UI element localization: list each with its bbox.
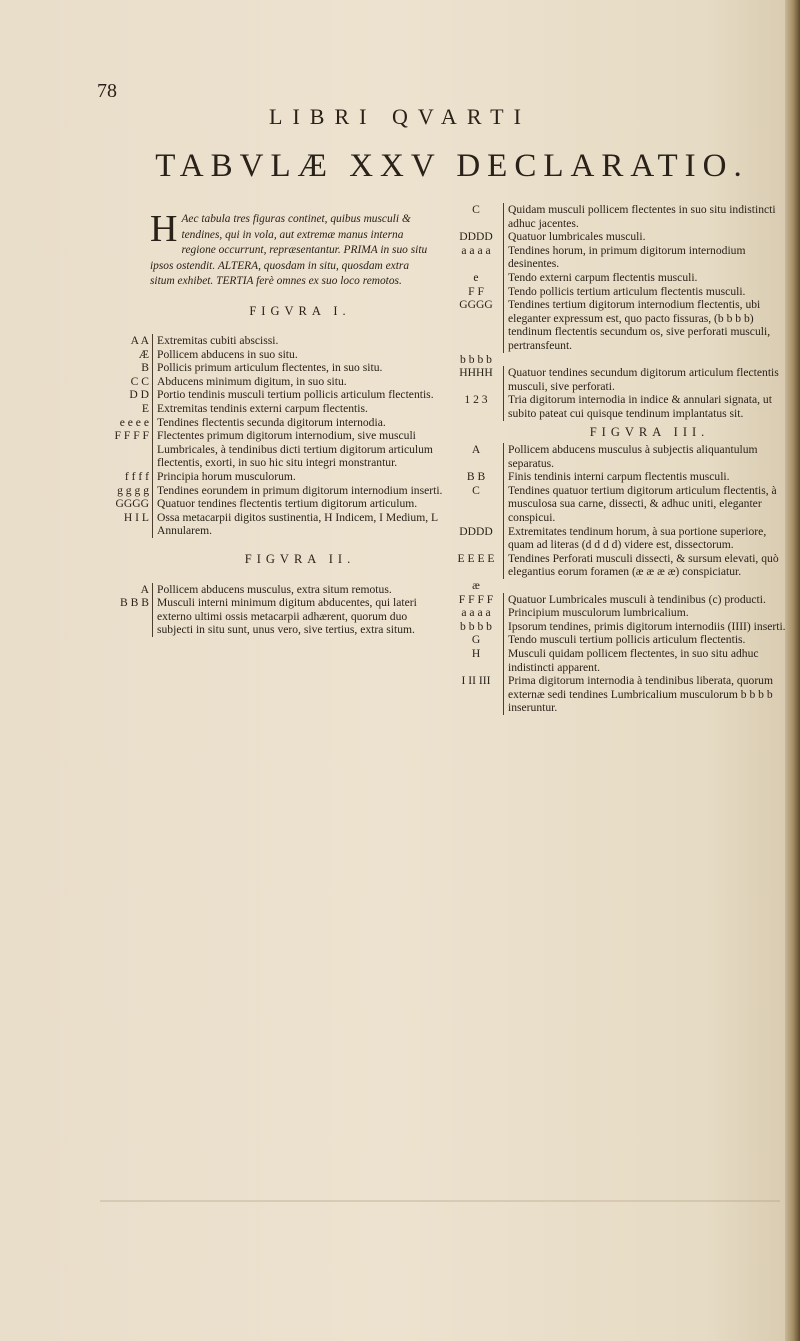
legend-key: a a a a [461, 243, 491, 257]
title-tabula-declaratio: TABVLÆ XXV DECLARATIO. [155, 148, 749, 184]
page-fold-line [100, 1200, 780, 1202]
legend-key: C [472, 483, 480, 497]
right-top-list [452, 203, 792, 421]
figura-1-list [94, 334, 450, 538]
figura-2-heading: FIGVRA II. [244, 552, 356, 566]
legend-row [452, 244, 792, 271]
legend-key: G [471, 633, 481, 647]
legend-key: A [140, 582, 149, 596]
figura-1-heading: FIGVRA I. [249, 303, 351, 318]
legend-row [452, 271, 792, 285]
legend-row [452, 525, 792, 552]
legend-row [452, 443, 792, 470]
legend-text: Quidam musculi pollicem flectentes in suo situ indistincti adhuc jacentes. [503, 203, 792, 230]
legend-row [94, 596, 450, 637]
legend-text: Quatuor lumbricales musculi. [503, 230, 792, 244]
legend-row [94, 583, 450, 597]
figura-2-list [94, 583, 450, 637]
legend-key: A [471, 443, 481, 457]
legend-text: Tria digitorum internodia in indice & annulari signata, ut subito pateat cui quisque tendinum implantatus sit. [503, 393, 792, 420]
intro-dropcap: H [150, 208, 178, 250]
legend-text: Flectentes primum digitorum internodium, sive musculi Lumbricales, à tendinibus dicti tertium digitorum articulum flectentis, exorti, in suo hic situ integri monstrantur. [152, 429, 450, 470]
legend-text: Pollicis primum articulum flectentes, in suo situ. [152, 361, 450, 375]
legend-row [452, 620, 792, 634]
legend-row [452, 674, 792, 715]
legend-text: Pollicem abducens musculus, extra situm remotus. [152, 583, 450, 597]
legend-text: Tendo pollicis tertium articulum flectentis musculi. [503, 285, 792, 299]
legend-text: Tendines horum, in primum digitorum internodium desinentes. [503, 244, 792, 271]
legend-text: Quatuor tendines secundum digitorum articulum flectentis musculi, sive perforati. [503, 366, 792, 393]
legend-text: Principia horum musculorum. [152, 470, 450, 484]
legend-row [452, 647, 792, 674]
legend-key: e e e e [119, 415, 149, 429]
title-libri-quarti: LIBRI QVARTI [269, 104, 531, 129]
legend-row [452, 484, 792, 525]
page-number: 78 [97, 80, 117, 102]
legend-row [452, 552, 792, 579]
legend-text: Abducens minimum digitum, in suo situ. [152, 375, 450, 389]
legend-row [94, 470, 450, 484]
figura-3-heading: FIGVRA III. [589, 424, 710, 439]
legend-text: Tendines tertium digitorum internodium flectentis, ubi eleganter expressum est, quo pacto fissuras, (b b b b) tendinum flectentis secundum os, sive perforati musculi, pertransfeunt. [503, 298, 792, 352]
legend-row [452, 203, 792, 230]
legend-text: Pollicem abducens in suo situ. [152, 348, 450, 362]
legend-key: B B B [120, 596, 149, 610]
legend-key: H [471, 647, 481, 660]
legend-text: Tendines Perforati musculi dissecti, & sursum elevati, quò elegantius eorum foramen (æ æ æ æ) conspiciatur. [503, 552, 792, 579]
left-column [94, 208, 450, 637]
legend-key: 1 2 3 [464, 393, 488, 407]
legend-key: HHHH [459, 366, 493, 380]
legend-key: e [473, 270, 479, 284]
legend-text: Ossa metacarpii digitos sustinentia, H Indicem, I Medium, L Annularem. [152, 511, 450, 538]
legend-row [94, 484, 450, 498]
legend-key: B B [466, 470, 486, 484]
legend-key: F F F F [114, 429, 149, 443]
intro-paragraph [150, 208, 436, 290]
legend-row [94, 361, 450, 375]
legend-key: H I L [123, 510, 149, 524]
legend-text: Tendines quatuor tertium digitorum articulum flectentis, à musculosa sua carne, dissecti, & adhuc uniti, eleganter conspicui. [503, 484, 792, 525]
legend-key: D D [129, 388, 149, 402]
legend-key: C C [130, 374, 149, 388]
legend-row [94, 429, 450, 470]
legend-key: I II III [461, 674, 491, 688]
legend-text: Tendines flectentis secunda digitorum internodia. [152, 416, 450, 430]
legend-row [94, 375, 450, 389]
legend-key: B [141, 361, 149, 375]
legend-text: Pollicem abducens musculus à subjectis aliquantulum separatus. [503, 443, 792, 470]
legend-text: Quatuor Lumbricales musculi à tendinibus (c) producti. [503, 593, 792, 607]
legend-row [94, 334, 450, 348]
legend-key: f f f f [124, 470, 149, 484]
legend-text: Musculi interni minimum digitum abducentes, qui lateri externo ultimi ossis metacarpii adhærent, quorum duo subjecti in situ sunt, unus vero, sive tertius, extra situm. [152, 596, 450, 637]
legend-key: E [141, 402, 149, 416]
legend-row [94, 511, 450, 538]
legend-text: Portio tendinis musculi tertium pollicis articulum flectentis. [152, 388, 450, 402]
figura-3-list [452, 443, 792, 715]
legend-key: DDDD [459, 524, 493, 538]
legend-text: Tendo musculi tertium pollicis articulum flectentis. [503, 633, 792, 647]
legend-row [94, 402, 450, 416]
right-column [452, 203, 792, 715]
legend-row [94, 388, 450, 402]
legend-key: E E E E [457, 551, 495, 565]
legend-row [452, 285, 792, 299]
intro-text: Aec tabula tres figuras continet, quibus musculi & tendines, qui in vola, aut extremæ manus interna regione occurrunt, repræsentantur. PRIMA in suo situ ipsos ostendit. ALTERA, quosdam in situ, quosdam extra situm exhibet. TERTIA ferè omnes ex suo loco remotos. [150, 213, 428, 287]
legend-text: Finis tendinis interni carpum flectentis musculi. [503, 470, 792, 484]
legend-key: a a a a [461, 606, 491, 620]
legend-row [452, 593, 792, 607]
legend-row [94, 497, 450, 511]
legend-key: æ [472, 579, 480, 593]
legend-key: A A [130, 334, 149, 348]
legend-text: Extremitas cubiti abscissi. [152, 334, 450, 348]
legend-row [94, 416, 450, 430]
legend-text: Ipsorum tendines, primis digitorum internodiis (IIII) inserti. [503, 620, 792, 634]
legend-key: g g g g [117, 483, 149, 497]
legend-row [452, 393, 792, 420]
legend-text: Tendines eorundem in primum digitorum internodium inserti. [152, 484, 450, 498]
legend-key: GGGG [115, 497, 149, 511]
legend-key: C [472, 203, 480, 216]
legend-row [452, 298, 792, 352]
legend-key: F F [468, 284, 484, 298]
legend-key: b b b b [460, 352, 492, 366]
legend-row [452, 470, 792, 484]
legend-row [452, 633, 792, 647]
legend-text: Extremitas tendinis externi carpum flectentis. [152, 402, 450, 416]
legend-row [452, 353, 792, 367]
legend-text: Musculi quidam pollicem flectentes, in suo situ adhuc indistincti apparent. [503, 647, 792, 674]
legend-text: Quatuor tendines flectentis tertium digitorum articulum. [152, 497, 450, 511]
legend-key: b b b b [460, 619, 492, 633]
legend-key: GGGG [459, 298, 493, 312]
legend-key: Æ [138, 347, 149, 361]
legend-text: Tendo externi carpum flectentis musculi. [503, 271, 792, 285]
legend-row [452, 230, 792, 244]
legend-text: Prima digitorum internodia à tendinibus liberata, quorum externæ sedi tendines Lumbricalium musculorum b b b b inseruntur. [503, 674, 792, 715]
legend-row [452, 366, 792, 393]
legend-key: F F F F [458, 592, 494, 606]
legend-row [94, 348, 450, 362]
legend-row [452, 579, 792, 593]
legend-row [452, 606, 792, 620]
legend-text: Extremitates tendinum horum, à sua portione superiore, quam ad literas (d d d d) videre est, dissectorum. [503, 525, 792, 552]
legend-key: DDDD [459, 230, 493, 244]
legend-text: Principium musculorum lumbricalium. [503, 606, 792, 620]
